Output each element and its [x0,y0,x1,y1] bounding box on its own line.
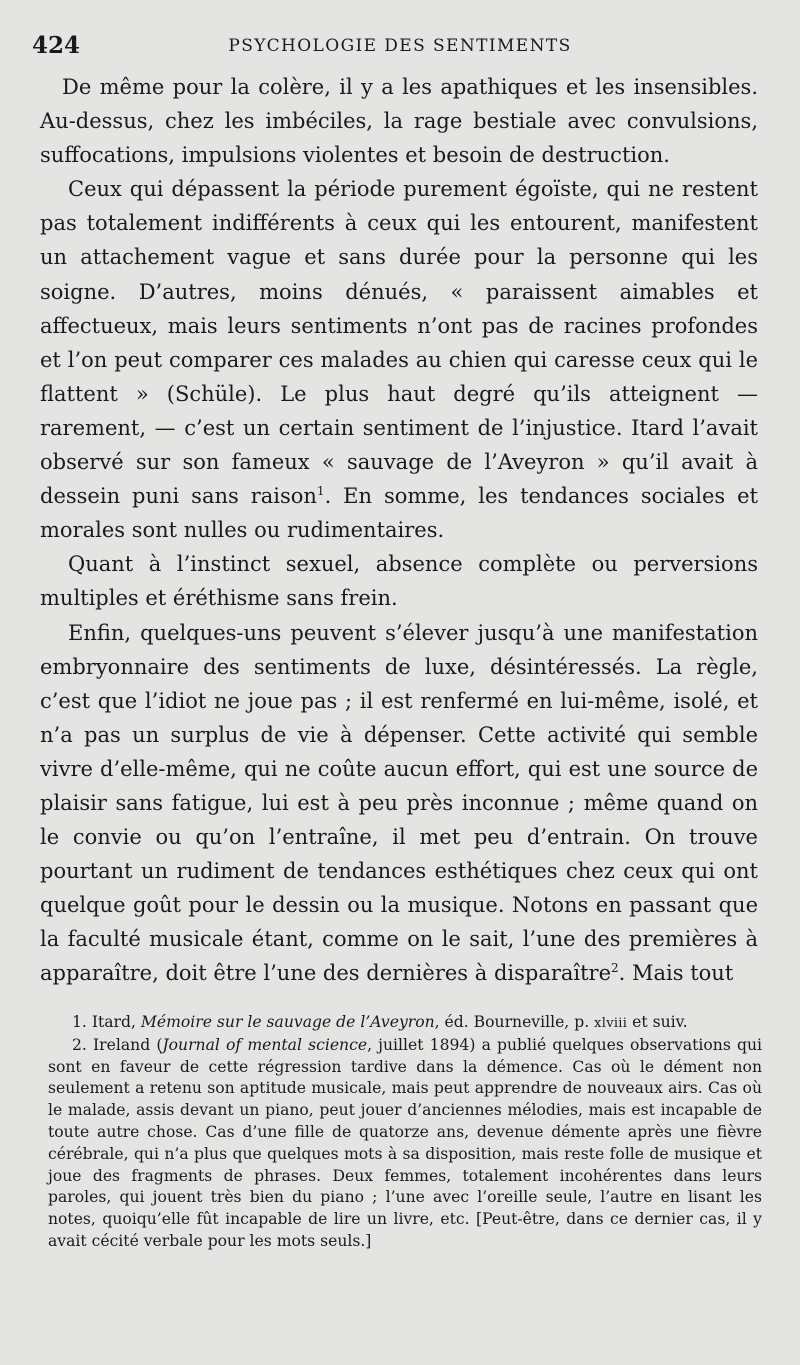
paragraph-anger [40,70,758,172]
page-number: 424 [32,32,81,59]
footnote-1-lead: 1. Itard, [72,1013,141,1031]
paragraph-sexual-instinct [40,547,758,615]
paragraph-anger-text: De même pour la colère, il y a les apathiques et les insensibles. Au-dessus, chez les imbéciles, la rage bestiale avec convulsions, suffocations, impulsions violentes et besoin de destruction. [40,75,758,168]
footnote-1-title: Mémoire sur le sauvage de l’Aveyron [140,1013,435,1031]
paragraph-sexual-instinct-text: Quant à l’instinct sexuel, absence complète ou perversions multiples et éréthisme sans frein. [40,552,758,611]
body-text [40,70,758,991]
footnote-2-journal: Journal of mental science [162,1035,368,1054]
footnote-2 [48,1035,762,1253]
footnote-1-rest: , éd. Bourneville, p. [434,1013,595,1031]
footnote-1-end: et suiv. [627,1013,688,1031]
footnote-1-pages: xlviii [594,1016,628,1031]
footnote-2-lead: 2. Ireland ( [72,1035,163,1054]
footnote-1 [48,1012,762,1035]
paragraph-attachment-text: Ceux qui dépassent la période purement égoïste, qui ne restent pas totalement indifférents à ceux qui les entourent, manifestent un attachement vague et sans durée pour la personne qui les soigne. D’autres, moins dénués, « paraissent aimables et affectueux, mais leurs sentiments n’ont pas de racines profondes et l’on peut comparer ces malades au chien qui caresse ceux qui le flattent » (Schüle). Le plus haut degré qu’ils atteignent — rarement, — c’est un certain sentiment de l’injustice. Itard l’avait observé sur son fameux « sauvage de l’Aveyron » qu’il avait à dessein puni sans raison [40,177,758,509]
footnotes [48,1012,762,1253]
running-head: PSYCHOLOGIE DES SENTIMENTS [228,36,572,56]
footnote-ref-1: 1 [316,484,325,499]
paragraph-luxury-sentiments-text: Enfin, quelques-uns peuvent s’élever jusqu’à une manifestation embryonnaire des sentiments de luxe, désintéressés. La règle, c’est que l’idiot ne joue pas ; il est renfermé en lui-même, isolé, et n’a pas un surplus de vie à dépenser. Cette activité qui semble vivre d’elle-même, qui ne coûte aucun effort, qui est une source de plaisir sans fatigue, lui est à peu près inconnue ; même quand on le convie ou qu’on l’entraîne, il met peu d’entrain. On trouve pourtant un rudiment de tendances esthétiques chez ceux qui ont quelque goût pour le dessin ou la musique. Notons en passant que la faculté musicale étant, comme on le sait, l’une des premières à apparaître, doit être l’une des dernières à disparaître [40,620,758,986]
paragraph-luxury-sentiments-tail: . Mais tout [618,961,734,986]
footnote-2-rest: , juillet 1894) a publié quelques observations qui sont en faveur de cette régression tardive dans la démence. Cas où le dément non seulement a retenu son aptitude musicale, mais peut apprendre de nouveaux airs. Cas où le malade, assis devant un piano, peut jouer d’anciennes mélodies, mais est incapable de toute autre chose. Cas d’une fille de quatorze ans, devenue démente après une fièvre cérébrale, qui n’a plus que quelques mots à sa disposition, mais reste folle de musique et joue des fragments de phrases. Deux femmes, totalement incohérentes dans leurs paroles, qui jouent très bien du piano ; l’une avec l’oreille seule, l’autre en lisant les notes, quoiqu’elle fût incapable de lire un livre, etc. [Peut-être, dans ce dernier cas, il y avait cécité verbale pour les mots seuls.] [48,1035,763,1250]
footnote-ref-2: 2 [611,961,619,976]
page-header [32,30,768,62]
paragraph-attachment [40,172,758,547]
paragraph-attachment-tail: . En somme, les tendances sociales et morales sont nulles ou rudimentaires. [40,484,758,543]
paragraph-luxury-sentiments [40,616,758,991]
